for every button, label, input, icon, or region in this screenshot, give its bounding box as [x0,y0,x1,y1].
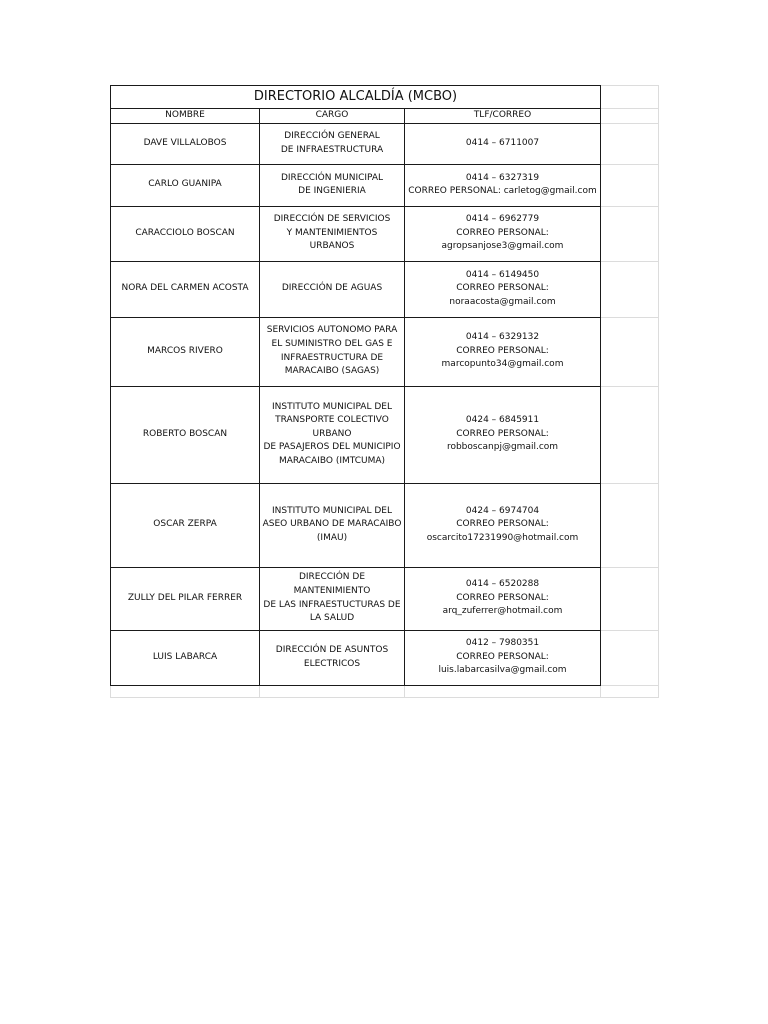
empty-cell [260,685,405,697]
cargo-line: DIRECCIÓN DE SERVICIOS [273,214,391,225]
empty-cell [601,206,659,261]
cargo-line: DIRECCIÓN GENERAL [284,131,380,141]
cargo-line: INSTITUTO MUNICIPAL DEL [272,401,392,412]
cargo-line: DE INFRAESTRUCTURA [280,144,384,155]
cell-contacto [405,206,601,261]
nombre-text: NORA DEL CARMEN ACOSTA [121,283,249,294]
contacto-line: 0414 – 6327319 [465,172,540,183]
nombre-text: CARLO GUANIPA [148,179,222,190]
cargo-line: LA SALUD [309,613,355,624]
cell-contacto [405,261,601,317]
cell-cargo [260,261,405,317]
cargo-line: EL SUMINISTRO DEL GAS E [271,339,393,349]
header-nombre: NOMBRE [111,109,260,124]
cargo-line: MARACAIBO (SAGAS) [284,366,380,377]
contacto-line: agropsanjose3@gmail.com [441,241,564,252]
nombre-text: LUIS LABARCA [152,651,218,662]
cargo-line: DE PASAJEROS DEL MUNICIPIO [263,442,401,453]
table-row [111,261,659,317]
nombre-text: MARCOS RIVERO [147,345,223,356]
cell-cargo [260,630,405,685]
contacto-line: 0424 – 6974704 [465,505,540,516]
cargo-line: DE INGENIERIA [298,186,366,197]
cell-nombre [111,317,260,386]
cargo-line: URBANO [312,428,352,439]
cargo-line: DIRECCIÓN DE ASUNTOS [275,645,389,655]
cell-contacto [405,483,601,567]
contacto-line: 0412 – 7980351 [465,638,540,649]
cell-nombre [111,567,260,630]
cell-cargo [260,386,405,483]
empty-cell [601,685,659,697]
cargo-line: DE LAS INFRAESTUCTURAS DE [263,599,401,610]
cargo-line: INFRAESTRUCTURA DE [280,352,384,363]
empty-cell [601,86,659,109]
cell-cargo [260,206,405,261]
contacto-line: robboscanpj@gmail.com [446,442,559,453]
title-row [111,86,659,109]
contacto-line: 0414 – 6329132 [465,332,540,343]
empty-cell [601,630,659,685]
empty-cell [601,483,659,567]
cell-contacto [405,164,601,206]
nombre-text: CARACCIOLO BOSCAN [135,227,235,238]
table-row [111,630,659,685]
empty-cell [601,567,659,630]
cargo-line: DIRECCIÓN DE [298,572,366,583]
table-row [111,386,659,483]
empty-cell [405,685,601,697]
cell-contacto [405,630,601,685]
contacto-line: marcopunto34@gmail.com [441,359,564,370]
contacto-line: 0424 – 6845911 [465,415,540,426]
contacto-line: CORREO PERSONAL: [456,651,549,662]
header-row [111,109,659,124]
contacto-line: 0414 – 6149450 [465,269,540,280]
table-row [111,483,659,567]
nombre-text: OSCAR ZERPA [153,519,217,530]
table-title: DIRECTORIO ALCALDÍA (MCBO) [111,86,601,109]
cell-nombre [111,261,260,317]
empty-cell [111,685,260,697]
cargo-line: TRANSPORTE COLECTIVO [275,415,389,426]
empty-cell [601,123,659,164]
nombre-text: ZULLY DEL PILAR FERRER [127,592,243,603]
empty-cell [601,261,659,317]
cell-contacto [405,317,601,386]
cargo-line: INSTITUTO MUNICIPAL DEL [272,505,392,516]
empty-cell [601,164,659,206]
cell-cargo [260,567,405,630]
cell-cargo [260,164,405,206]
table-row [111,317,659,386]
contacto-line: CORREO PERSONAL: [456,227,549,238]
cell-contacto [405,567,601,630]
contacto-line: 0414 – 6711007 [465,137,540,148]
cargo-line: (IMAU) [316,532,348,543]
cargo-line: MARACAIBO (IMTCUMA) [278,455,386,466]
empty-row [111,685,659,697]
cell-cargo [260,483,405,567]
cargo-line: ELECTRICOS [303,658,361,669]
contacto-line: CORREO PERSONAL: [456,345,549,356]
contacto-line: CORREO PERSONAL: [456,428,549,439]
empty-cell [601,109,659,124]
cargo-line: URBANOS [309,241,355,252]
empty-cell [601,317,659,386]
cargo-line: DIRECCIÓN MUNICIPAL [280,172,384,183]
contacto-line: 0414 – 6520288 [465,579,540,590]
contacto-line: CORREO PERSONAL: carletog@gmail.com [408,186,597,197]
cargo-line: MANTENIMIENTO [293,586,371,596]
contacto-line: CORREO PERSONAL: [456,283,549,294]
header-cargo: CARGO [260,109,405,124]
cell-contacto [405,386,601,483]
cell-nombre [111,483,260,567]
cell-nombre [111,386,260,483]
cargo-line: SERVICIOS AUTONOMO PARA [266,325,398,336]
header-contacto: TLF/CORREO [405,109,601,124]
cell-nombre [111,630,260,685]
table-row [111,206,659,261]
cargo-line: Y MANTENIMIENTOS [286,227,378,238]
spreadsheet [110,85,658,698]
cargo-line: DIRECCIÓN DE AGUAS [281,283,383,294]
contacto-line: CORREO PERSONAL: [456,519,549,530]
contacto-line: CORREO PERSONAL: [456,592,549,603]
table-row [111,567,659,630]
empty-cell [601,386,659,483]
nombre-text: DAVE VILLALOBOS [143,137,227,148]
contacto-line: oscarcito17231990@hotmail.com [426,532,579,543]
table-row [111,164,659,206]
contacto-line: luis.labarcasilva@gmail.com [438,665,567,676]
cell-contacto [405,123,601,164]
table-row [111,123,659,164]
cargo-line: ASEO URBANO DE MARACAIBO [262,519,402,530]
nombre-text: ROBERTO BOSCAN [142,428,228,439]
cell-cargo [260,123,405,164]
cell-cargo [260,317,405,386]
cell-nombre [111,123,260,164]
cell-nombre [111,206,260,261]
directory-table [110,85,659,698]
cell-nombre [111,164,260,206]
contacto-line: 0414 – 6962779 [465,214,540,225]
contacto-line: arq_zuferrer@hotmail.com [442,606,563,617]
contacto-line: noraacosta@gmail.com [449,296,556,307]
